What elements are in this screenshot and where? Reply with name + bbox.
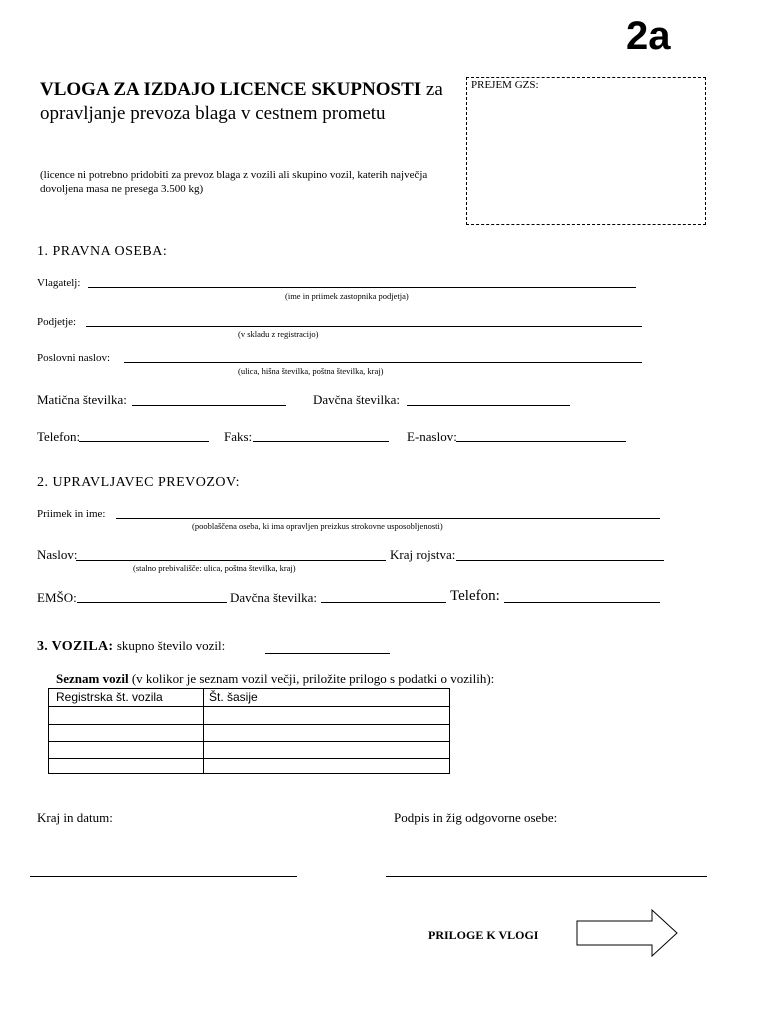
section3-row [37, 637, 225, 656]
vehicle-table-header-reg: Registrska št. vozila [56, 690, 163, 704]
reg-number-label: Matična številka: [37, 392, 127, 407]
place-date-field[interactable] [30, 876, 297, 877]
form-title-regular: za opravljanje prevoza blaga v cestnem prometu [40, 79, 443, 124]
company-label: Podjetje: [37, 316, 77, 328]
form-title-bold: VLOGA ZA IZDAJO LICENCE SKUPNOSTI [40, 79, 422, 100]
emso-field[interactable] [77, 602, 227, 603]
phone-label: Telefon: [37, 429, 81, 444]
vehicle-list-bold: Seznam vozil [56, 671, 129, 686]
table-row[interactable] [49, 707, 449, 725]
company-hint: (v skladu z registracijo) [238, 329, 319, 339]
company-field[interactable] [86, 326, 642, 327]
signature-field[interactable] [386, 876, 707, 877]
section3-heading: 3. VOZILA: [37, 639, 114, 654]
attachments-label: PRILOGE K VLOGI [428, 928, 539, 942]
manager-name-hint: (pooblaščena oseba, ki ima opravljen preizkus strokovne usposobljenosti) [192, 521, 443, 531]
vehicle-table [48, 688, 450, 774]
receipt-box-label: PREJEM GZS: [471, 79, 539, 91]
vehicle-list-note: (v kolikor je seznam vozil večji, priložite prilogo s podatki o vozilih): [128, 671, 495, 686]
tax-number-label: Davčna številka: [313, 392, 400, 407]
manager-tax-label: Davčna številka: [230, 590, 317, 605]
signature-label: Podpis in žig odgovorne osebe: [394, 810, 558, 825]
form-title [40, 78, 460, 126]
applicant-hint: (ime in priimek zastopnika podjetja) [285, 291, 409, 301]
vehicle-list-caption [56, 671, 494, 687]
birthplace-field[interactable] [456, 560, 664, 561]
form-note: (licence ni potrebno pridobiti za prevoz blaga z vozili ali skupino vozil, katerih največja dovoljena masa ne presega 3.500 kg) [40, 169, 428, 195]
total-vehicles-field[interactable] [265, 653, 390, 654]
receipt-box [466, 77, 706, 225]
manager-tax-field[interactable] [321, 602, 446, 603]
manager-address-field[interactable] [76, 560, 386, 561]
emso-label: EMŠO: [37, 590, 77, 605]
applicant-label: Vlagatelj: [37, 277, 81, 289]
business-address-field[interactable] [124, 362, 642, 363]
section1-heading: 1. PRAVNA OSEBA: [37, 244, 168, 259]
form-number: 2a [626, 14, 671, 58]
fax-field[interactable] [253, 441, 389, 442]
tax-number-field[interactable] [407, 405, 570, 406]
email-field[interactable] [456, 441, 626, 442]
vehicle-table-header-row [49, 689, 449, 707]
manager-phone-label: Telefon: [450, 588, 500, 604]
email-label: E-naslov: [407, 429, 457, 444]
manager-name-field[interactable] [116, 518, 660, 519]
manager-address-hint: (stalno prebivališče: ulica, poštna številka, kraj) [133, 563, 296, 573]
table-row[interactable] [49, 725, 449, 742]
phone-field[interactable] [79, 441, 209, 442]
fax-label: Faks: [224, 429, 253, 444]
table-row[interactable] [49, 759, 449, 773]
business-address-label: Poslovni naslov: [37, 352, 111, 364]
business-address-hint: (ulica, hišna številka, poštna številka, kraj) [238, 366, 384, 376]
birthplace-label: Kraj rojstva: [390, 547, 456, 562]
reg-number-field[interactable] [132, 405, 286, 406]
manager-phone-field[interactable] [504, 602, 660, 603]
place-date-label: Kraj in datum: [37, 810, 113, 825]
section2-heading: 2. UPRAVLJAVEC PREVOZOV: [37, 475, 240, 490]
manager-address-label: Naslov: [37, 547, 78, 562]
manager-name-label: Priimek in ime: [37, 508, 106, 520]
right-arrow-outline-icon [576, 909, 680, 957]
vehicle-table-header-chassis: Št. šasije [209, 690, 258, 704]
applicant-field[interactable] [88, 287, 636, 288]
total-vehicles-label: skupno število vozil: [116, 638, 226, 653]
table-row[interactable] [49, 742, 449, 759]
